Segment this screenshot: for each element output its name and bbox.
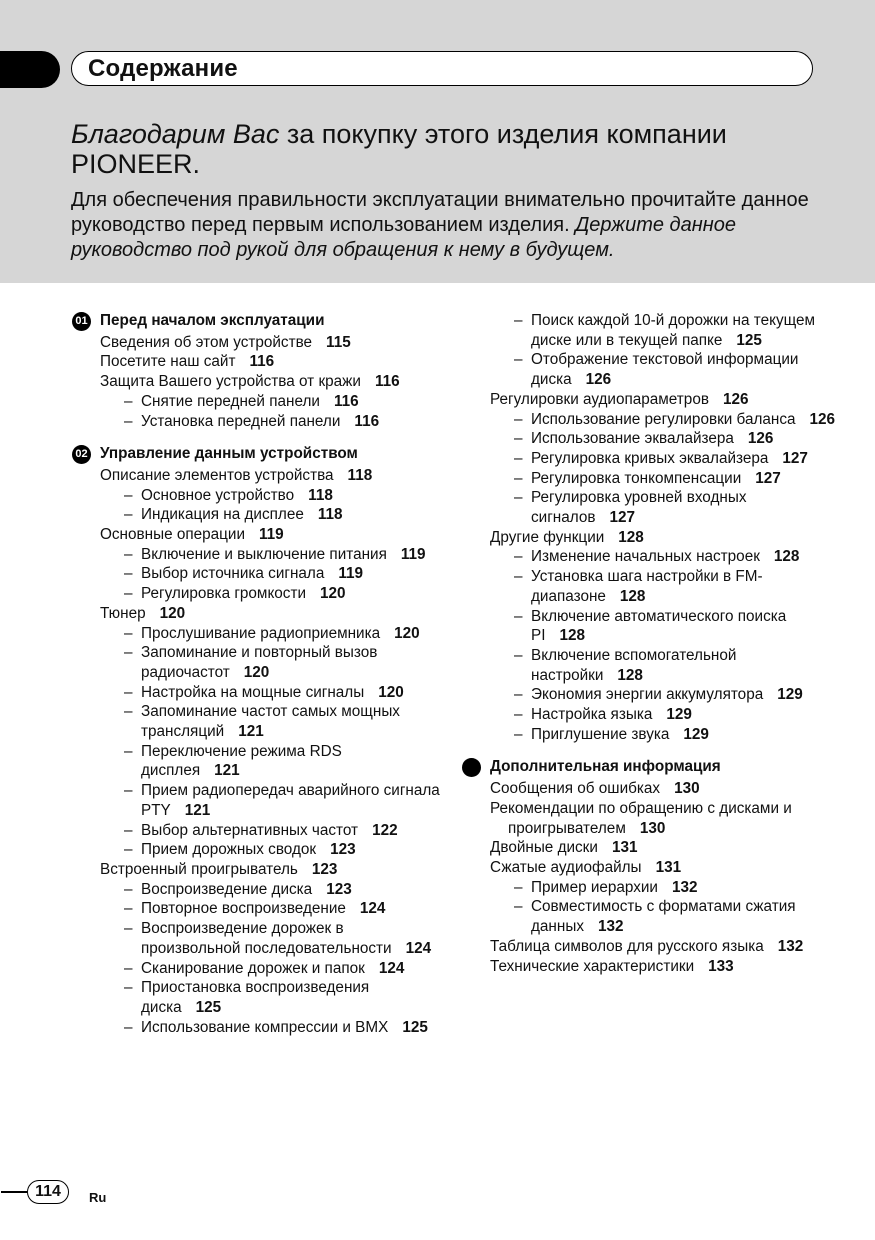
entry-label: Технические характеристики [490,957,695,975]
toc-subentry[interactable] [72,781,442,820]
entry-label: Регулировка уровней входных сигналов [531,489,747,527]
entry-page-number: 129 [666,706,692,724]
entry-label: Пример иерархии [531,878,658,896]
entry-label: Настройка языка [531,706,653,724]
dash-icon: – [124,683,133,701]
entry-page-number: 116 [333,392,359,410]
dash-icon: – [514,646,523,664]
toc-subentry[interactable] [72,742,442,781]
entry-label: Регулировка громкости [141,585,307,603]
entry-page-number: 120 [378,683,404,701]
dash-icon: – [124,900,133,918]
toc-subentry[interactable] [72,412,442,432]
dash-icon: – [124,506,133,524]
dash-icon: – [514,607,523,625]
entry-page-number: 120 [320,585,346,603]
entry-page-number: 118 [308,486,333,504]
page-number: 114 [27,1180,69,1204]
toc-subentry[interactable] [72,919,442,958]
entry-label: Повторное воспроизведение [141,900,346,918]
entry-page-number: 125 [402,1018,428,1036]
entry-label: Посетите наш сайт [100,353,236,371]
thanks-heading [71,119,831,179]
dash-icon: – [124,782,133,800]
dash-icon: – [514,430,523,448]
toc-subentry[interactable] [72,624,442,644]
entry-page-number: 130 [674,780,700,798]
entry-page-number: 128 [773,548,800,566]
toc-subentry[interactable] [462,607,842,646]
entry-page-number: 118 [317,506,343,524]
dash-icon: – [124,585,133,603]
entry-page-number: 132 [777,937,804,955]
section-label: Управление данным устройством [100,445,358,463]
toc-section-heading[interactable] [462,757,842,777]
toc-subentry[interactable] [72,643,442,682]
dash-icon: – [124,959,133,977]
toc-subentry[interactable] [462,410,842,430]
entry-page-number: 118 [347,466,373,484]
entry-label: Защита Вашего устройства от кражи [100,373,361,391]
toc-subentry[interactable] [72,505,442,525]
toc-spacer [72,431,442,444]
dash-icon: – [514,898,523,916]
entry-label: Настройка на мощные сигналы [141,683,365,701]
toc-entry[interactable] [462,937,842,957]
dash-icon: – [124,979,133,997]
toc-subentry[interactable] [462,878,842,898]
entry-page-number: 125 [195,998,222,1016]
language-code: Ru [89,1190,107,1205]
toc-left-column [72,311,442,1037]
entry-page-number: 121 [214,762,240,780]
toc-entry[interactable] [462,838,842,858]
toc-subentry[interactable] [72,840,442,860]
entry-page-number: 127 [782,449,808,467]
entry-label: Поиск каждой 10-й дорожки на текущем диске или в текущей папке [531,312,816,349]
dash-icon: – [124,545,133,563]
intro-plain: Для обеспечения правильности эксплуатации внимательно прочитайте данное руководство перед первым использованием изделия. [71,189,809,236]
entry-page-number: 129 [777,686,803,704]
entry-label: Воспроизведение дорожек в произвольной последовательности [141,920,392,957]
toc-subentry[interactable] [462,705,842,725]
entry-label: Таблица символов для русского языка [490,937,764,955]
toc-spacer [462,744,842,757]
toc-subentry[interactable] [72,683,442,703]
toc-subentry[interactable] [72,899,442,919]
toc-subentry[interactable] [72,564,442,584]
dash-icon: – [124,920,133,938]
entry-page-number: 116 [249,353,275,371]
entry-label: Приглушение звука [531,725,670,743]
entry-label: Двойные диски [490,839,598,857]
toc-subentry[interactable] [462,429,842,449]
dash-icon: – [124,880,133,898]
entry-page-number: 120 [159,604,186,622]
entry-page-number: 132 [671,878,698,896]
toc-subentry[interactable] [72,880,442,900]
entry-label: Использование компрессии и BMX [141,1018,389,1036]
toc-entry[interactable] [72,372,442,392]
entry-label: Индикация на дисплее [141,506,304,524]
thanks-rest: за покупку этого изделия компании PIONEER. [71,119,727,179]
entry-label: Сжатые аудиофайлы [490,858,642,876]
intro-italic: Держите данное руководство под рукой для обращения к нему в будущем. [71,214,736,261]
page-title: Содержание [88,55,238,82]
entry-label: Другие функции [490,528,605,546]
entry-page-number: 128 [619,587,646,605]
entry-label: Основные операции [100,526,245,544]
entry-page-number: 127 [609,509,635,527]
toc-subentry[interactable] [462,488,842,527]
toc-subentry[interactable] [462,646,842,685]
dash-icon: – [124,703,133,721]
title-box [71,51,813,86]
dash-icon: – [514,351,523,369]
dash-icon: – [514,686,523,704]
toc-entry[interactable] [72,860,442,880]
dash-icon: – [514,725,523,743]
entry-page-number: 125 [736,331,762,349]
toc-subentry[interactable] [462,311,842,350]
toc-subentry[interactable] [462,567,842,606]
toc-subentry[interactable] [462,897,842,936]
toc-subentry[interactable] [72,584,442,604]
entry-page-number: 119 [400,545,426,563]
entry-label: Экономия энергии аккумулятора [531,686,764,704]
toc-subentry[interactable] [72,959,442,979]
section-number-badge [462,758,481,777]
entry-label: Встроенный проигрыватель [100,860,298,878]
section-tab [0,51,60,88]
toc-subentry[interactable] [72,821,442,841]
entry-label: Сканирование дорожек и папок [141,959,365,977]
toc-entry[interactable] [462,528,842,548]
toc-subentry[interactable] [462,469,842,489]
entry-label: Регулировки аудиопараметров [490,390,709,408]
thanks-italic: Благодарим Вас [71,119,280,149]
toc-subentry[interactable] [462,547,842,567]
entry-page-number: 130 [639,819,666,837]
toc-subentry[interactable] [72,1018,442,1038]
entry-label: Рекомендации по обращению с дисками и проигрывателем [490,799,792,837]
intro-text [71,188,831,263]
entry-page-number: 126 [722,390,749,408]
section-label: Дополнительная информация [490,758,721,776]
toc-subentry[interactable] [462,685,842,705]
entry-label: Регулировка тонкомпенсации [531,469,742,487]
toc-entry[interactable] [462,957,842,977]
toc-subentry[interactable] [72,702,442,741]
entry-page-number: 128 [559,627,585,645]
dash-icon: – [514,489,523,507]
entry-label: Включение вспомогательной настройки [531,646,737,684]
header-band [0,0,875,283]
entry-label: Тюнер [100,604,146,622]
dash-icon: – [124,742,133,760]
toc-entry[interactable] [72,525,442,545]
toc-entry[interactable] [72,466,442,486]
section-number-badge: 02 [72,445,91,464]
toc-entry[interactable] [72,604,442,624]
entry-label: Включение и выключение питания [141,545,387,563]
toc-subentry[interactable] [462,725,842,745]
entry-page-number: 129 [683,725,709,743]
entry-label: Прослушивание радиоприемника [141,624,381,642]
dash-icon: – [124,644,133,662]
toc-entry[interactable] [72,333,442,353]
entry-page-number: 123 [326,880,352,898]
entry-page-number: 122 [372,821,398,839]
section-label: Перед началом эксплуатации [100,312,325,329]
entry-page-number: 128 [618,528,644,546]
entry-label: Использование регулировки баланса [531,410,796,428]
entry-page-number: 116 [354,412,380,430]
entry-page-number: 124 [378,959,405,977]
dash-icon: – [514,548,523,566]
entry-label: Воспроизведение диска [141,880,313,898]
toc-subentry[interactable] [72,392,442,412]
dash-icon: – [124,392,133,410]
entry-page-number: 127 [755,469,781,487]
entry-label: Основное устройство [141,486,295,504]
entry-page-number: 131 [655,858,682,876]
entry-page-number: 116 [374,373,400,391]
entry-page-number: 133 [708,957,734,975]
dash-icon: – [124,624,133,642]
toc-subentry[interactable] [72,978,442,1017]
entry-page-number: 119 [259,526,284,544]
toc-right-column [462,311,842,976]
toc-subentry[interactable] [72,545,442,565]
toc-entry[interactable] [462,799,842,838]
section-number-badge: 01 [72,312,91,331]
entry-label: Запоминание и повторный вызов радиочастот [141,644,378,681]
entry-label: Установка передней панели [141,412,341,430]
entry-page-number: 120 [394,624,420,642]
entry-label: Описание элементов устройства [100,466,334,484]
toc-section-heading[interactable] [72,311,442,331]
entry-page-number: 123 [311,860,338,878]
entry-label: Отображение текстовой информации диска [531,351,799,389]
entry-label: Приостановка воспроизведения диска [141,979,370,1016]
dash-icon: – [124,841,133,859]
entry-page-number: 124 [405,939,432,957]
entry-label: Установка шага настройки в FM-диапазоне [531,568,763,605]
dash-icon: – [514,449,523,467]
entry-label: Включение автоматического поиска PI [531,607,787,645]
toc-entry[interactable] [462,779,842,799]
entry-page-number: 121 [184,801,211,819]
entry-page-number: 126 [747,430,774,448]
dash-icon: – [124,486,133,504]
dash-icon: – [124,1018,133,1036]
entry-label: Запоминание частот самых мощных трансляций [141,703,400,741]
dash-icon: – [514,469,523,487]
entry-page-number: 132 [597,918,624,936]
entry-page-number: 126 [809,410,836,428]
toc-section-heading[interactable] [72,444,442,464]
toc-entry[interactable] [72,352,442,372]
entry-label: Сообщения об ошибках [490,780,661,798]
toc-subentry[interactable] [462,449,842,469]
entry-label: Сведения об этом устройстве [100,333,313,351]
dash-icon: – [124,412,133,430]
entry-page-number: 119 [338,565,364,583]
entry-page-number: 124 [359,900,386,918]
entry-label: Прием дорожных сводок [141,841,317,859]
dash-icon: – [514,410,523,428]
dash-icon: – [514,706,523,724]
entry-label: Использование эквалайзера [531,430,734,448]
dash-icon: – [514,312,523,329]
entry-page-number: 120 [243,663,270,681]
dash-icon: – [124,565,133,583]
dash-icon: – [514,878,523,896]
entry-label: Совместимость с форматами сжатия данных [531,898,796,936]
entry-label: Выбор альтернативных частот [141,821,359,839]
toc-entry[interactable] [462,390,842,410]
toc-entry[interactable] [462,858,842,878]
entry-label: Изменение начальных настроек [531,548,760,566]
entry-page-number: 131 [611,839,638,857]
entry-label: Снятие передней панели [141,392,320,410]
entry-label: Регулировка кривых эквалайзера [531,449,769,467]
dash-icon: – [124,821,133,839]
entry-page-number: 115 [326,333,351,351]
toc-subentry[interactable] [462,350,842,389]
entry-label: Выбор источника сигнала [141,565,325,583]
entry-label: Переключение режима RDS дисплея [141,742,342,780]
entry-page-number: 123 [330,841,356,859]
dash-icon: – [514,568,523,586]
entry-page-number: 128 [617,666,643,684]
entry-label: Прием радиопередач аварийного сигнала PTY [141,782,440,819]
entry-page-number: 121 [238,723,264,741]
entry-page-number: 126 [585,371,612,389]
toc-subentry[interactable] [72,486,442,506]
